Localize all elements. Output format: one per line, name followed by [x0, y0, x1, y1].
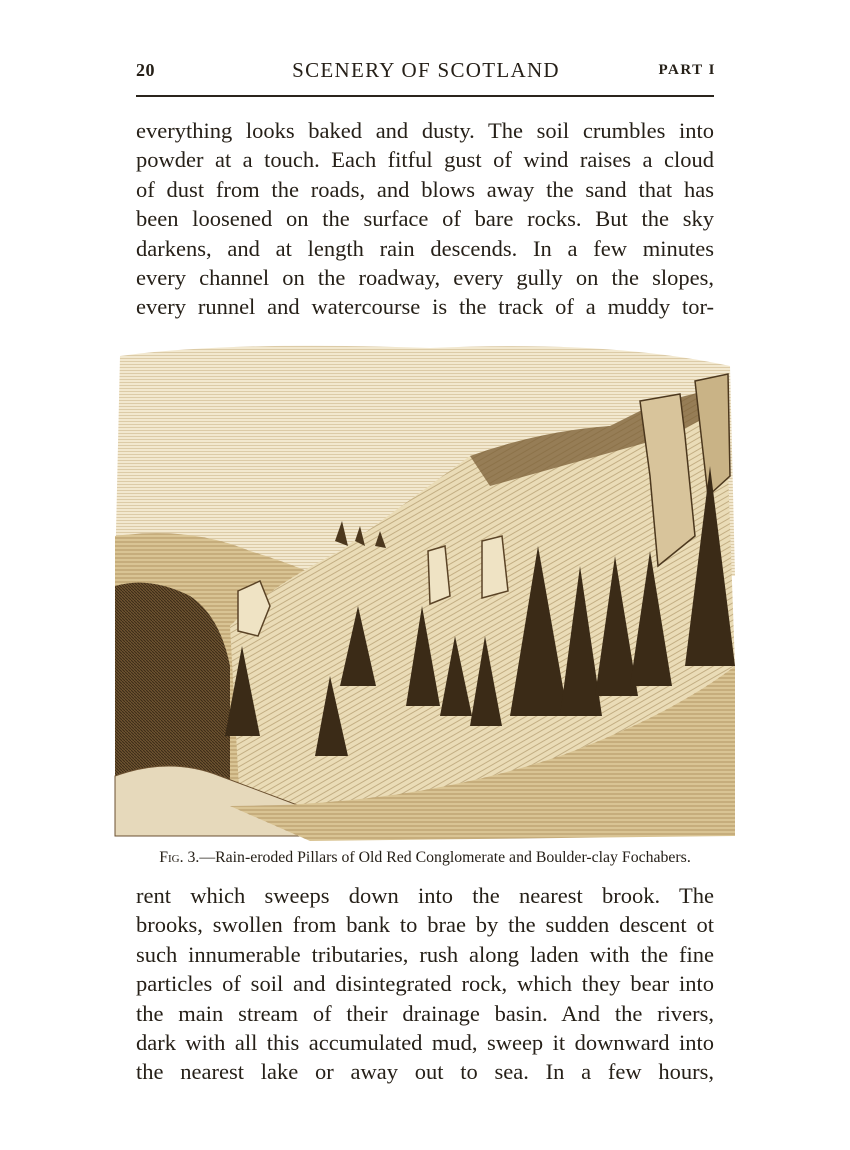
text-line: dark with all this accumulated mud, sweep it downward into	[136, 1029, 714, 1055]
text-line: every channel on the roadway, every gully on the slopes,	[136, 264, 714, 290]
engraving-illustration	[110, 336, 740, 846]
figure-caption	[110, 849, 740, 867]
page-header	[136, 58, 716, 90]
text-line: particles of soil and disintegrated rock, which they bear into	[136, 971, 714, 997]
text-line: the nearest lake or away out to sea. In a few hours,	[136, 1059, 714, 1085]
text-line: everything looks baked and dusty. The soil crumbles into	[136, 118, 714, 143]
engraving-drawing	[110, 336, 740, 846]
text-line: the main stream of their drainage basin. And the rivers,	[136, 1000, 714, 1026]
text-line: darkens, and at length rain descends. In a few minutes	[136, 235, 714, 261]
paragraph-bottom	[136, 881, 714, 1087]
running-title: SCENERY OF SCOTLAND	[292, 58, 560, 82]
text-line: brooks, swollen from bank to brae by the sudden descent ot	[136, 912, 714, 938]
figure-label: Fig. 3.	[159, 849, 200, 866]
text-line: rent which sweeps down into the nearest brook. The	[136, 883, 714, 908]
text-line: every runnel and watercourse is the track of a muddy tor-	[136, 294, 714, 320]
text-line: such innumerable tributaries, rush along laden with the fine	[136, 941, 714, 967]
text-line: been loosened on the surface of bare rocks. But the sky	[136, 206, 714, 232]
text-line: of dust from the roads, and blows away the sand that has	[136, 176, 714, 202]
text-line: powder at a touch. Each fitful gust of wind raises a cloud	[136, 147, 714, 173]
page-number: 20	[136, 60, 155, 80]
figure-caption-text: —Rain-eroded Pillars of Old Red Conglomerate and Boulder-clay Fochabers.	[199, 849, 691, 866]
header-rule	[136, 95, 714, 97]
paragraph-top	[136, 116, 714, 322]
part-label: PART I	[658, 62, 716, 78]
